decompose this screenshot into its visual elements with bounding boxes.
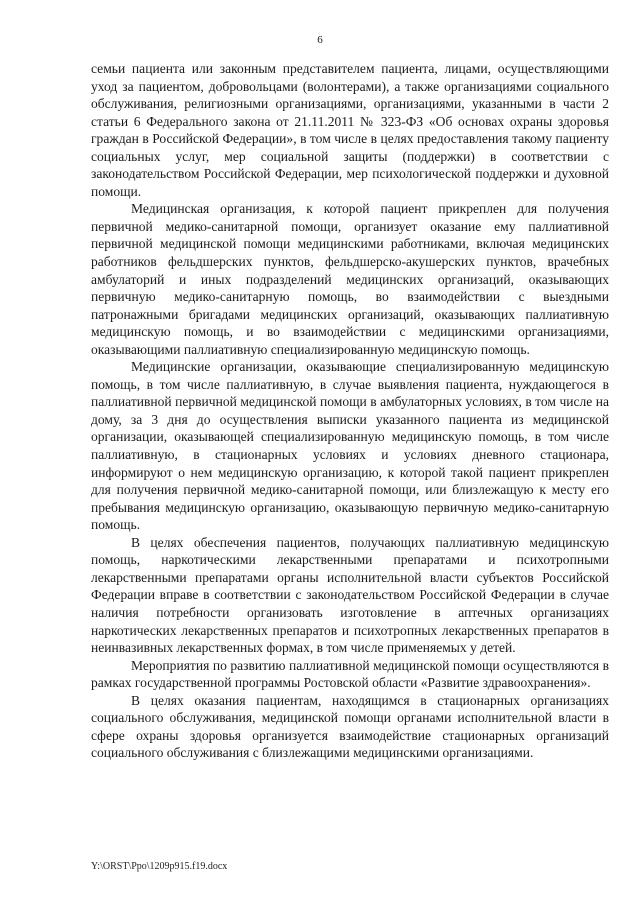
paragraph-6: В целях оказания пациентам, находящимся в стационарных организациях социального обслуживания, медицинской помощи органами исполнительной власти в сфере охраны здоровья организуется взаимодействие стационарных организаций социального обслуживания с близлежащими медицинскими организациями. xyxy=(91,692,609,761)
paragraph-5: Мероприятия по развитию паллиативной медицинской помощи осуществляются в рамках государственной программы Ростовской области «Развитие здравоохранения». xyxy=(91,657,609,691)
paragraph-3: Медицинские организации, оказывающие специализированную медицинскую помощь, в том числе паллиативную, в случае выявления пациента, нуждающегося в паллиативной первичной медицинской помощи в амбулаторных условиях, в том числе на дому, за 3 дня до осуществления выписки указанного пациента из медицинской организации, оказывающей специализированную медицинскую помощь, в том числе паллиативную, в стационарных условиях и условиях дневного стационара, информируют о нем медицинскую организацию, к которой такой пациент прикреплен для получения первичной медико-санитарной помощи, или близлежащую к месту его пребывания медицинскую организацию, оказывающую первичную медико-санитарную помощь. xyxy=(91,359,609,533)
paragraph-4: В целях обеспечения пациентов, получающих паллиативную медицинскую помощь, наркотическими лекарственными препаратами и психотропными лекарственными препаратами органы исполнительной власти субъектов Российской Федерации вправе в соответствии с законодательством Российской Федерации в случае наличия потребности организовать изготовление в аптечных организациях наркотических лекарственных препаратов и психотропных лекарственных препаратов в неинвазивных лекарственных формах, в том числе применяемых у детей. xyxy=(91,534,609,656)
paragraph-2: Медицинская организация, к которой пациент прикреплен для получения первичной медико-санитарной помощи, организует оказание ему паллиативной первичной медицинской помощи медицинскими работниками, включая медицинских работников фельдшерских пунктов, фельдшерско-акушерских пунктов, врачебных амбулаторий и иных подразделений медицинских организаций, оказывающих первичную медико-санитарную помощь, во взаимодействии с выездными патронажными бригадами медицинских организаций, оказывающих паллиативную медицинскую помощь, и во взаимодействии с медицинскими организациями, оказывающими паллиативную специализированную медицинскую помощь. xyxy=(91,201,609,357)
document-body xyxy=(91,60,609,762)
file-path-footer: Y:\ORST\Ppo\1209p915.f19.docx xyxy=(91,861,228,872)
paragraph-1: семьи пациента или законным представителем пациента, лицами, осуществляющими уход за пациентом, добровольцами (волонтерами), а также организациями социального обслуживания, религиозными организациями, организациями, указанными в части 2 статьи 6 Федерального закона от 21.11.2011 № 323-ФЗ «Об основах охраны здоровья граждан в Российской Федерации», в том числе в целях предоставления такому пациенту социальных услуг, мер социальной защиты (поддержки) в соответствии с законодательством Российской Федерации, мер психологической поддержки и духовной помощи. xyxy=(91,61,609,199)
page-number: 6 xyxy=(317,34,323,46)
